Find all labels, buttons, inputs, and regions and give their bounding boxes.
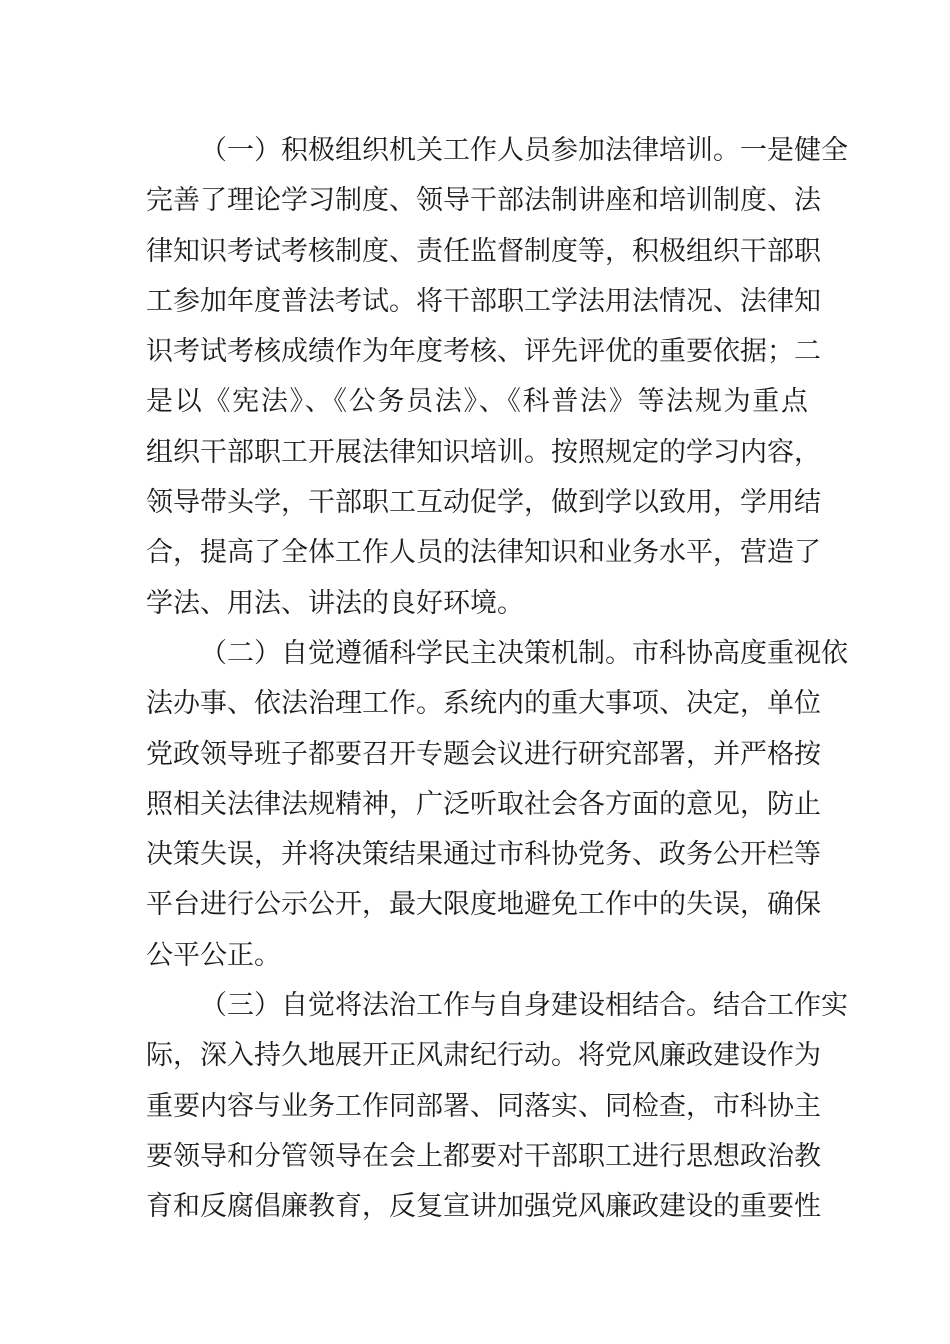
text-line: 际，深入持久地展开正风肃纪行动。将党风廉政建设作为 xyxy=(146,1040,821,1072)
text-line: 决策失误，并将决策结果通过市科协党务、政务公开栏等 xyxy=(146,839,821,871)
text-line: 法办事、依法治理工作。系统内的重大事项、决定，单位 xyxy=(146,688,821,720)
text-line: 党政领导班子都要召开专题会议进行研究部署，并严格按 xyxy=(146,738,821,770)
document-body xyxy=(146,126,848,1233)
text-line: （一）积极组织机关工作人员参加法律培训。一是健全 xyxy=(200,135,848,166)
text-line: 完善了理论学习制度、领导干部法制讲座和培训制度、法 xyxy=(146,185,821,217)
text-line: （三）自觉将法治工作与自身建设相结合。结合工作实 xyxy=(200,990,848,1022)
text-line: 是以《宪法》、《公务员法》、《科普法》等法规为重点 xyxy=(146,386,808,418)
text-line: 照相关法律法规精神，广泛听取社会各方面的意见，防止 xyxy=(146,788,821,820)
text-line: 平台进行公示公开，最大限度地避免工作中的失误，确保 xyxy=(146,889,821,921)
text-line: 学法、用法、讲法的良好环境。 xyxy=(146,587,524,619)
text-line: 识考试考核成绩作为年度考核、评先评优的重要依据；二 xyxy=(146,336,821,368)
text-line: 育和反腐倡廉教育，反复宣讲加强党风廉政建设的重要性 xyxy=(146,1191,821,1223)
text-line: 领导带头学，干部职工互动促学，做到学以致用，学用结 xyxy=(146,487,821,519)
text-line: 要领导和分管领导在会上都要对干部职工进行思想政治教 xyxy=(146,1140,821,1172)
text-line: 公平公正。 xyxy=(146,939,281,971)
paragraph-1 xyxy=(146,126,848,629)
text-line: 重要内容与业务工作同部署、同落实、同检查，市科协主 xyxy=(146,1090,821,1122)
text-line: 律知识考试考核制度、责任监督制度等，积极组织干部职 xyxy=(146,235,821,267)
text-line: 合，提高了全体工作人员的法律知识和业务水平，营造了 xyxy=(146,537,821,569)
paragraph-3 xyxy=(146,981,848,1232)
text-line: 工参加年度普法考试。将干部职工学法用法情况、法律知 xyxy=(146,285,821,317)
paragraph-2 xyxy=(146,629,848,981)
text-line: 组织干部职工开展法律知识培训。按照规定的学习内容， xyxy=(146,436,821,468)
text-line: （二）自觉遵循科学民主决策机制。市科协高度重视依 xyxy=(200,637,848,669)
